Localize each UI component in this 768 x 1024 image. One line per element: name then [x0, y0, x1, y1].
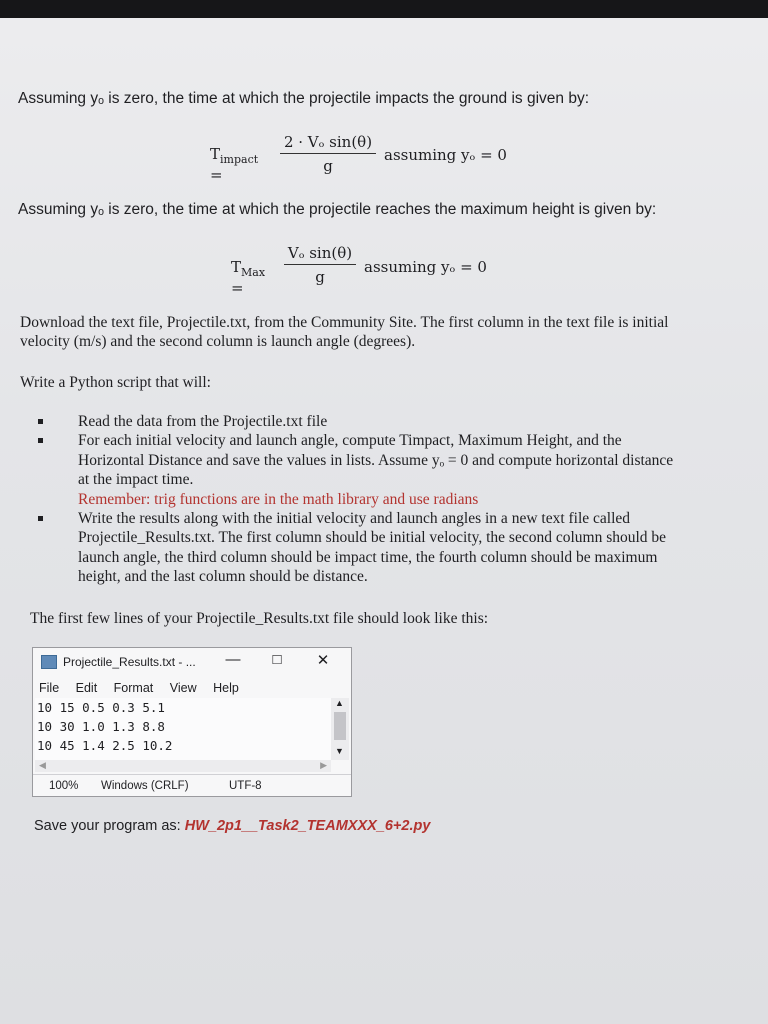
- max-formula-condition: assuming yₒ = 0: [364, 258, 487, 276]
- notepad-text-area[interactable]: [35, 698, 331, 760]
- task-item: Read the data from the Projectile.txt file: [38, 412, 678, 431]
- save-instruction: [34, 818, 430, 834]
- impact-intro-text: Assuming yₒ is zero, the time at which the projectile impacts the ground is given by:: [18, 90, 590, 107]
- first-lines-text: The first few lines of your Projectile_Results.txt file should look like this:: [30, 610, 489, 627]
- scroll-up-icon[interactable]: ▲: [335, 698, 344, 708]
- notepad-title: Projectile_Results.txt - ...: [63, 655, 196, 669]
- scroll-thumb[interactable]: [334, 712, 346, 740]
- impact-formula-condition: assuming yₒ = 0: [384, 146, 507, 164]
- status-line-ending: Windows (CRLF): [101, 780, 189, 792]
- max-intro-text: Assuming yₒ is zero, the time at which the projectile reaches the maximum height is given by:: [18, 201, 657, 218]
- menu-view[interactable]: View: [169, 681, 197, 695]
- scroll-left-icon[interactable]: ◀: [39, 760, 46, 770]
- status-encoding: UTF-8: [229, 780, 262, 792]
- minimize-button[interactable]: —: [225, 651, 241, 668]
- task-item: Write the results along with the initial velocity and launch angles in a new text file called Projectile_Results.txt. The first column should be initial velocity, the second column should be launch angle, the third column should be impact time, the fourth column should be maximum height, and the last column should be distance.: [38, 509, 678, 587]
- write-script-heading: Write a Python script that will:: [20, 374, 211, 391]
- menu-file[interactable]: File: [39, 681, 60, 695]
- task-list: [38, 412, 678, 587]
- scroll-down-icon[interactable]: ▼: [335, 746, 344, 756]
- notepad-app-icon: [41, 655, 57, 669]
- menu-help[interactable]: Help: [213, 681, 239, 695]
- impact-formula-fraction: $\frac{\text{2 · Vₒ sin(θ)}}{g}$: [280, 133, 376, 175]
- horizontal-scrollbar[interactable]: [35, 760, 331, 772]
- save-filename: HW_2p1__Task2_TEAMXXX_6+2.py: [184, 818, 431, 834]
- max-formula-fraction: $\frac{\text{Vₒ sin(θ)}}{g}$: [284, 244, 356, 286]
- download-instructions: Download the text file, Projectile.txt, from the Community Site. The first column in the text file is initial velocity (m/s) and the second column is launch angle (degrees).: [20, 314, 669, 350]
- save-label: Save your program as:: [34, 818, 181, 834]
- notepad-statusbar: [33, 774, 351, 795]
- menu-format[interactable]: Format: [113, 681, 154, 695]
- scroll-right-icon[interactable]: ▶: [320, 760, 327, 770]
- maximize-button[interactable]: □: [272, 651, 282, 668]
- close-button[interactable]: ✕: [316, 652, 330, 669]
- notepad-menubar: [39, 681, 252, 695]
- status-zoom: 100%: [49, 780, 79, 792]
- text-line: 10 30 1.0 1.3 8.8: [37, 719, 165, 734]
- text-line: 10 45 1.4 2.5 10.2: [37, 738, 173, 753]
- task-reminder: Remember: trig functions are in the math library and use radians: [78, 490, 479, 508]
- notepad-titlebar[interactable]: [33, 648, 351, 674]
- screen-top-bezel: [0, 0, 768, 18]
- impact-formula-lhs: $T_{impact}$ =: [210, 145, 259, 184]
- task-item: For each initial velocity and launch angle, compute Timpact, Maximum Height, and the Horizontal Distance and save the values in lists. Assume yₒ = 0 and compute horizontal distance at the impact time.: [38, 431, 678, 489]
- max-formula-lhs: $T_{Max}$ =: [231, 258, 266, 297]
- text-line: 10 15 0.5 0.3 5.1: [37, 700, 165, 715]
- vertical-scrollbar[interactable]: [331, 698, 349, 760]
- menu-edit[interactable]: Edit: [75, 681, 98, 695]
- notepad-window: [32, 647, 352, 797]
